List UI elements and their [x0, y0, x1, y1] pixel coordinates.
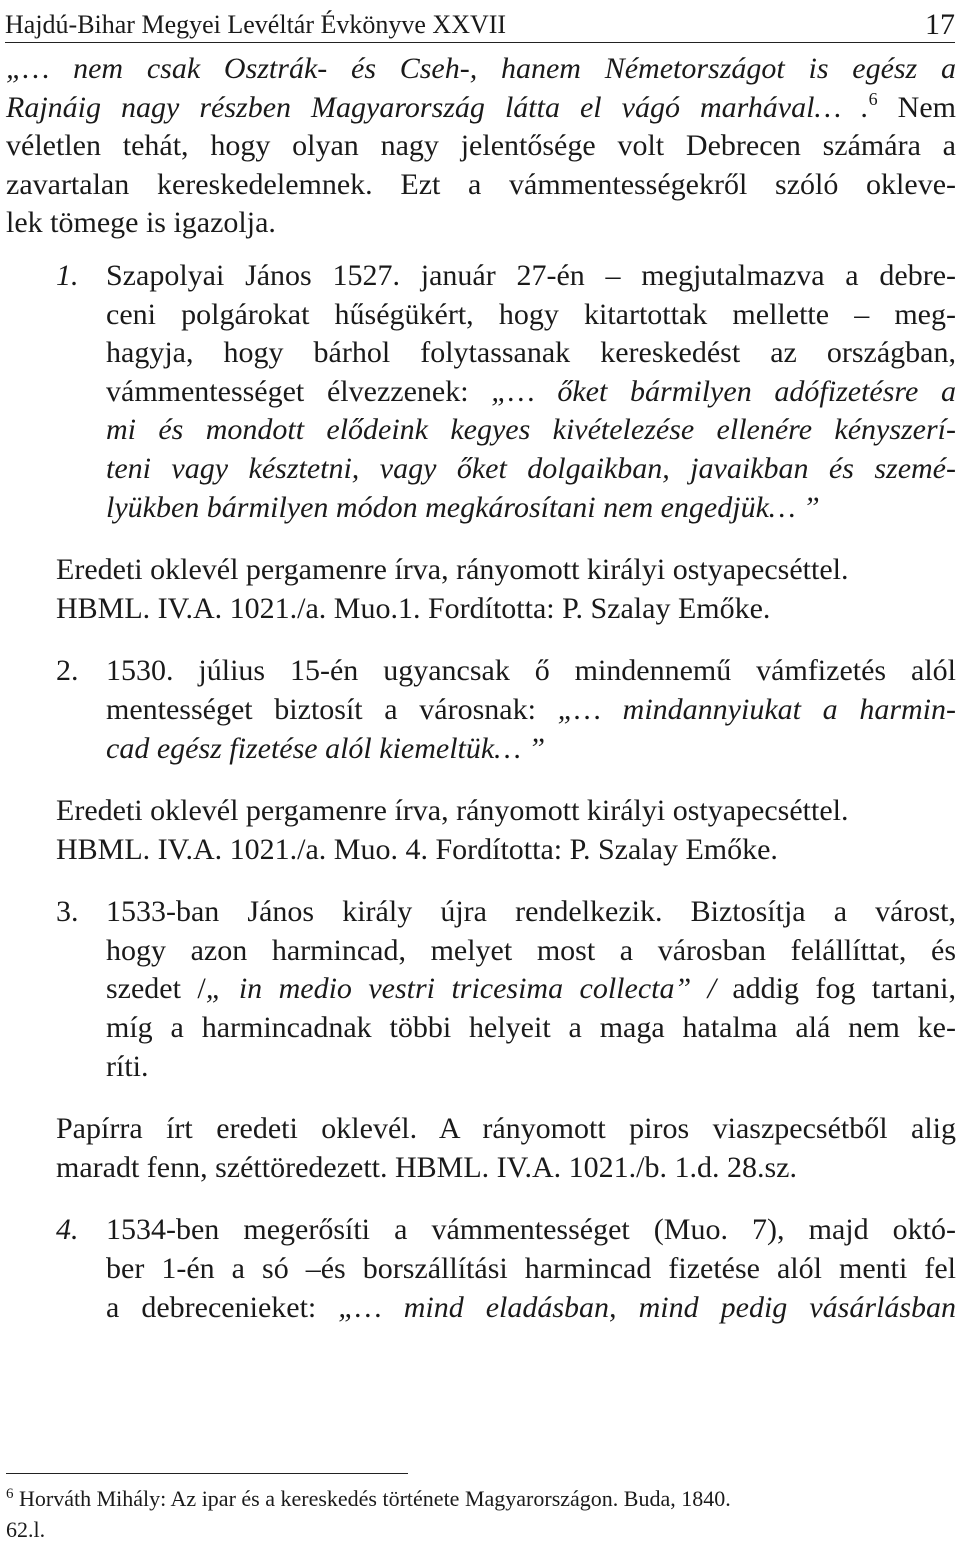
text-span: Nem — [877, 90, 956, 124]
footnote-ref[interactable]: 6 — [868, 88, 878, 109]
document-item-3 — [6, 893, 956, 1086]
quote-text: „… nem csak Osztrák- és Cseh-, hanem Németországot is egész a — [6, 52, 956, 85]
quote-text: „ in medio vestri tricesima collecta” / — [205, 972, 716, 1006]
quote-text: Rajnáig nagy részben Magyarország látta el vágó marhával… . — [6, 90, 869, 124]
text-line: HBML. IV.A. 1021./a. Muo. 4. Fordította: P. Szalay Emőke. — [56, 832, 778, 866]
text-line: ber 1-én a só –és borszállítási harmincad fizetése alól menti fel — [106, 1252, 956, 1286]
text-span: a debrecenieket: — [106, 1290, 339, 1324]
main-text — [6, 50, 956, 1327]
text-line — [106, 1289, 956, 1328]
text-line — [6, 1483, 956, 1514]
text-line: HBML. IV.A. 1021./a. Muo.1. Fordította: P. Szalay Emőke. — [56, 591, 771, 625]
text-line: Eredeti oklevél pergamenre írva, rányomott királyi ostyapecséttel. — [56, 794, 849, 828]
quote-text: „… őket bármilyen adófizetésre a — [491, 374, 956, 408]
text-line: 62.l. — [6, 1517, 46, 1542]
footnote-separator — [6, 1473, 408, 1474]
text-span: mentességet biztosít a városnak: — [106, 692, 558, 726]
text-line — [6, 50, 956, 89]
quote-text: „… mindannyiukat a harmin- — [557, 692, 956, 726]
text-line — [6, 89, 956, 128]
intro-paragraph — [6, 50, 956, 243]
text-line — [106, 489, 956, 528]
text-line — [106, 450, 956, 489]
quote-text: „… mind eladásban, mind pedig vásárlásban — [338, 1290, 957, 1324]
text-line: hogy azon harmincad, melyet most a városban felállíttat, és — [106, 933, 956, 967]
text-span: vámmentességet élvezzenek: — [106, 374, 492, 408]
document-item-2 — [6, 652, 956, 768]
text-line: 1534-ben megerősíti a vámmentességet (Muo. 7), majd októ- — [106, 1213, 956, 1247]
item-marker: 1. — [56, 258, 79, 292]
footnote — [6, 1483, 956, 1545]
text-line: 1533-ban János király újra rendelkezik. Biztosítja a várost, — [106, 895, 956, 929]
text-line: ríti. — [106, 1049, 149, 1083]
text-span: szedet / — [106, 972, 206, 1006]
text-line — [106, 373, 956, 412]
document-item-1 — [6, 257, 956, 527]
text-line: véletlen tehát, hogy olyan nagy jelentősége volt Debrecen számára a — [6, 129, 956, 163]
text-span: Horváth Mihály: Az ipar és a kereskedés története Magyarországon. Buda, 1840. — [13, 1486, 731, 1511]
footnote-number: 6 — [6, 1486, 14, 1502]
text-line: ceni polgárokat hűségükért, hogy kitartottak mellette – meg- — [106, 297, 956, 331]
running-header — [5, 4, 955, 43]
text-line: 1530. július 15-én ugyancsak ő mindennemű vámfizetés alól — [106, 654, 956, 688]
quote-text: mi és mondott elődeink kegyes kivételezése ellenére kényszerí- — [106, 413, 956, 447]
quote-text: cad egész fizetése alól kiemeltük… ” — [106, 731, 546, 765]
text-line: Papírra írt eredeti oklevél. A rányomott piros viaszpecsétből alig — [56, 1112, 956, 1146]
journal-title: Hajdú-Bihar Megyei Levéltár Évkönyve XXVII — [5, 10, 507, 39]
source-note-1 — [6, 551, 956, 628]
quote-text: teni vagy késztetni, vagy őket dolgaikban, javaikban és szemé- — [106, 451, 956, 485]
text-line — [106, 691, 956, 730]
item-marker: 2. — [56, 654, 79, 688]
text-line: Eredeti oklevél pergamenre írva, rányomott királyi ostyapecséttel. — [56, 553, 849, 587]
text-line: maradt fenn, széttöredezett. HBML. IV.A. 1021./b. 1.d. 28.sz. — [56, 1150, 797, 1184]
item-marker: 4. — [56, 1213, 79, 1247]
text-line: Szapolyai János 1527. január 27-én – megjutalmazva a debre- — [106, 258, 956, 292]
page-number: 17 — [925, 8, 955, 41]
text-line: lek tömege is igazolja. — [6, 206, 276, 240]
text-line: hagyja, hogy bárhol folytassanak kereskedést az országban, — [106, 336, 956, 370]
quote-text: lyükben bármilyen módon megkárosítani nem engedjük… ” — [106, 490, 820, 524]
text-line — [106, 970, 956, 1009]
text-line: míg a harmincadnak többi helyeit a maga hatalma alá nem ke- — [106, 1011, 956, 1045]
item-marker: 3. — [56, 895, 79, 929]
text-line — [106, 730, 956, 769]
source-note-2 — [6, 792, 956, 869]
text-span: addig fog tartani, — [715, 972, 956, 1006]
source-note-3 — [6, 1110, 956, 1187]
text-line — [106, 411, 956, 450]
text-line: zavartalan kereskedelemnek. Ezt a vámmentességekről szóló okleve- — [6, 167, 956, 201]
document-item-4 — [6, 1211, 956, 1327]
